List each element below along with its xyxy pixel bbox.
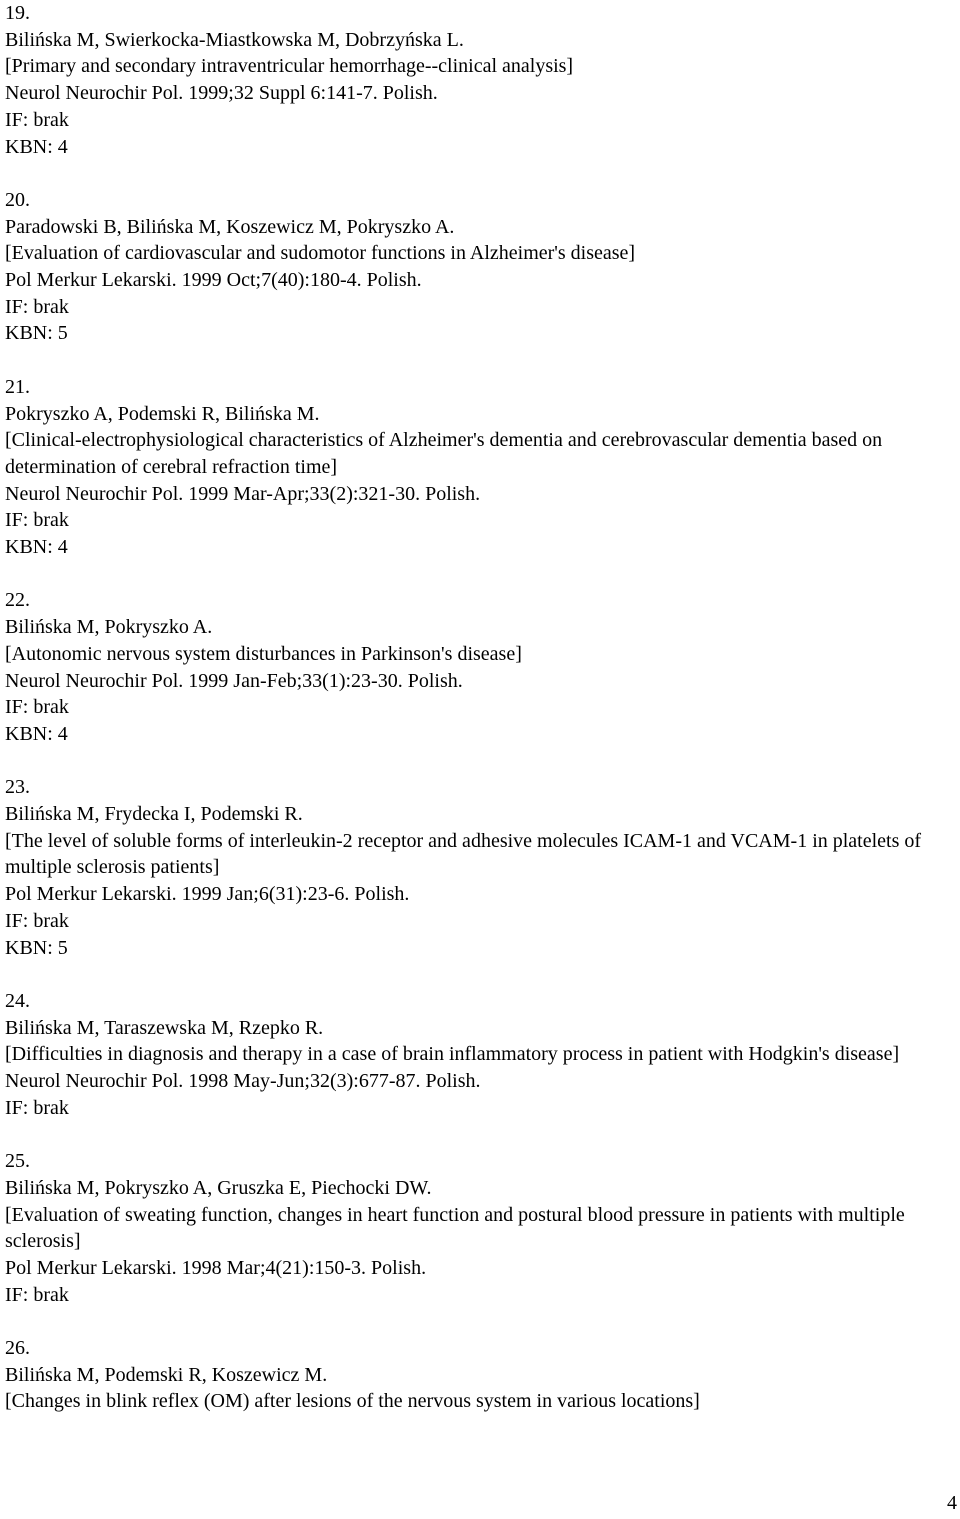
entry-authors: Bilińska M, Swierkocka-Miastkowska M, Dobrzyńska L. [5, 28, 464, 51]
entry-kbn-score: KBN: 4 [5, 722, 68, 745]
entry-authors: Bilińska M, Pokryszko A, Gruszka E, Piechocki DW. [5, 1176, 432, 1199]
page-number: 4 [947, 1492, 957, 1514]
entry-number: 19. [5, 2, 30, 24]
publication-entry-22 [5, 587, 960, 747]
entry-kbn-score: KBN: 4 [5, 536, 68, 559]
entry-source: Neurol Neurochir Pol. 1999;32 Suppl 6:141-7. Polish. [5, 82, 438, 105]
entry-source: Pol Merkur Lekarski. 1998 Mar;4(21):150-3. Polish. [5, 1256, 427, 1279]
entry-title: [Clinical-electrophysiological characteristics of Alzheimer's dementia and cerebrovascular dementia based on determination of cerebral refraction time] [5, 429, 883, 478]
entry-source: Neurol Neurochir Pol. 1999 Mar-Apr;33(2):321-30. Polish. [5, 482, 481, 505]
entry-number: 23. [5, 776, 30, 799]
entry-number: 25. [5, 1150, 30, 1173]
entry-impact-factor: IF: brak [5, 108, 69, 131]
entry-source: Neurol Neurochir Pol. 1999 Jan-Feb;33(1):23-30. Polish. [5, 669, 463, 692]
publication-entry-19 [5, 0, 960, 160]
entry-kbn-score: KBN: 5 [5, 936, 68, 959]
entry-impact-factor: IF: brak [5, 696, 69, 719]
entry-impact-factor: IF: brak [5, 1283, 69, 1306]
publication-entry-24 [5, 988, 960, 1122]
entry-source: Neurol Neurochir Pol. 1998 May-Jun;32(3):677-87. Polish. [5, 1070, 481, 1093]
publication-entry-26 [5, 1335, 960, 1415]
entry-title: [Autonomic nervous system disturbances in Parkinson's disease] [5, 642, 522, 665]
entry-impact-factor: IF: brak [5, 509, 69, 532]
entry-title: [Evaluation of sweating function, changes in heart function and postural blood pressure in patients with multiple sclerosis] [5, 1203, 905, 1253]
entry-authors: Bilińska M, Pokryszko A. [5, 616, 213, 639]
entry-number: 21. [5, 375, 30, 398]
entry-title: [Evaluation of cardiovascular and sudomotor functions in Alzheimer's disease] [5, 242, 636, 265]
publication-list [5, 0, 960, 1415]
entry-authors: Bilińska M, Frydecka I, Podemski R. [5, 803, 303, 826]
entry-authors: Paradowski B, Bilińska M, Koszewicz M, Pokryszko A. [5, 215, 455, 238]
entry-impact-factor: IF: brak [5, 909, 69, 932]
entry-impact-factor: IF: brak [5, 1096, 69, 1119]
entry-number: 24. [5, 989, 30, 1012]
entry-kbn-score: KBN: 5 [5, 322, 68, 345]
entry-source: Pol Merkur Lekarski. 1999 Jan;6(31):23-6. Polish. [5, 883, 410, 906]
entry-kbn-score: KBN: 4 [5, 135, 68, 158]
entry-authors: Bilińska M, Podemski R, Koszewicz M. [5, 1363, 328, 1386]
publication-entry-20 [5, 187, 960, 347]
entry-authors: Pokryszko A, Podemski R, Bilińska M. [5, 402, 320, 425]
entry-title: [Difficulties in diagnosis and therapy in a case of brain inflammatory process in patient with Hodgkin's disease] [5, 1043, 900, 1066]
entry-title: [Primary and secondary intraventricular hemorrhage--clinical analysis] [5, 55, 574, 78]
publication-entry-23 [5, 774, 960, 961]
entry-number: 20. [5, 188, 30, 211]
entry-title: [The level of soluble forms of interleukin-2 receptor and adhesive molecules ICAM-1 and VCAM-1 in platelets of multiple sclerosis patients] [5, 829, 922, 879]
entry-impact-factor: IF: brak [5, 295, 69, 318]
publication-entry-25 [5, 1148, 960, 1308]
entry-title: [Changes in blink reflex (OM) after lesions of the nervous system in various locations] [5, 1390, 700, 1413]
entry-source: Pol Merkur Lekarski. 1999 Oct;7(40):180-4. Polish. [5, 269, 422, 292]
entry-number: 26. [5, 1337, 30, 1360]
entry-number: 22. [5, 589, 30, 612]
publication-entry-21 [5, 374, 960, 561]
entry-authors: Bilińska M, Taraszewska M, Rzepko R. [5, 1016, 324, 1039]
